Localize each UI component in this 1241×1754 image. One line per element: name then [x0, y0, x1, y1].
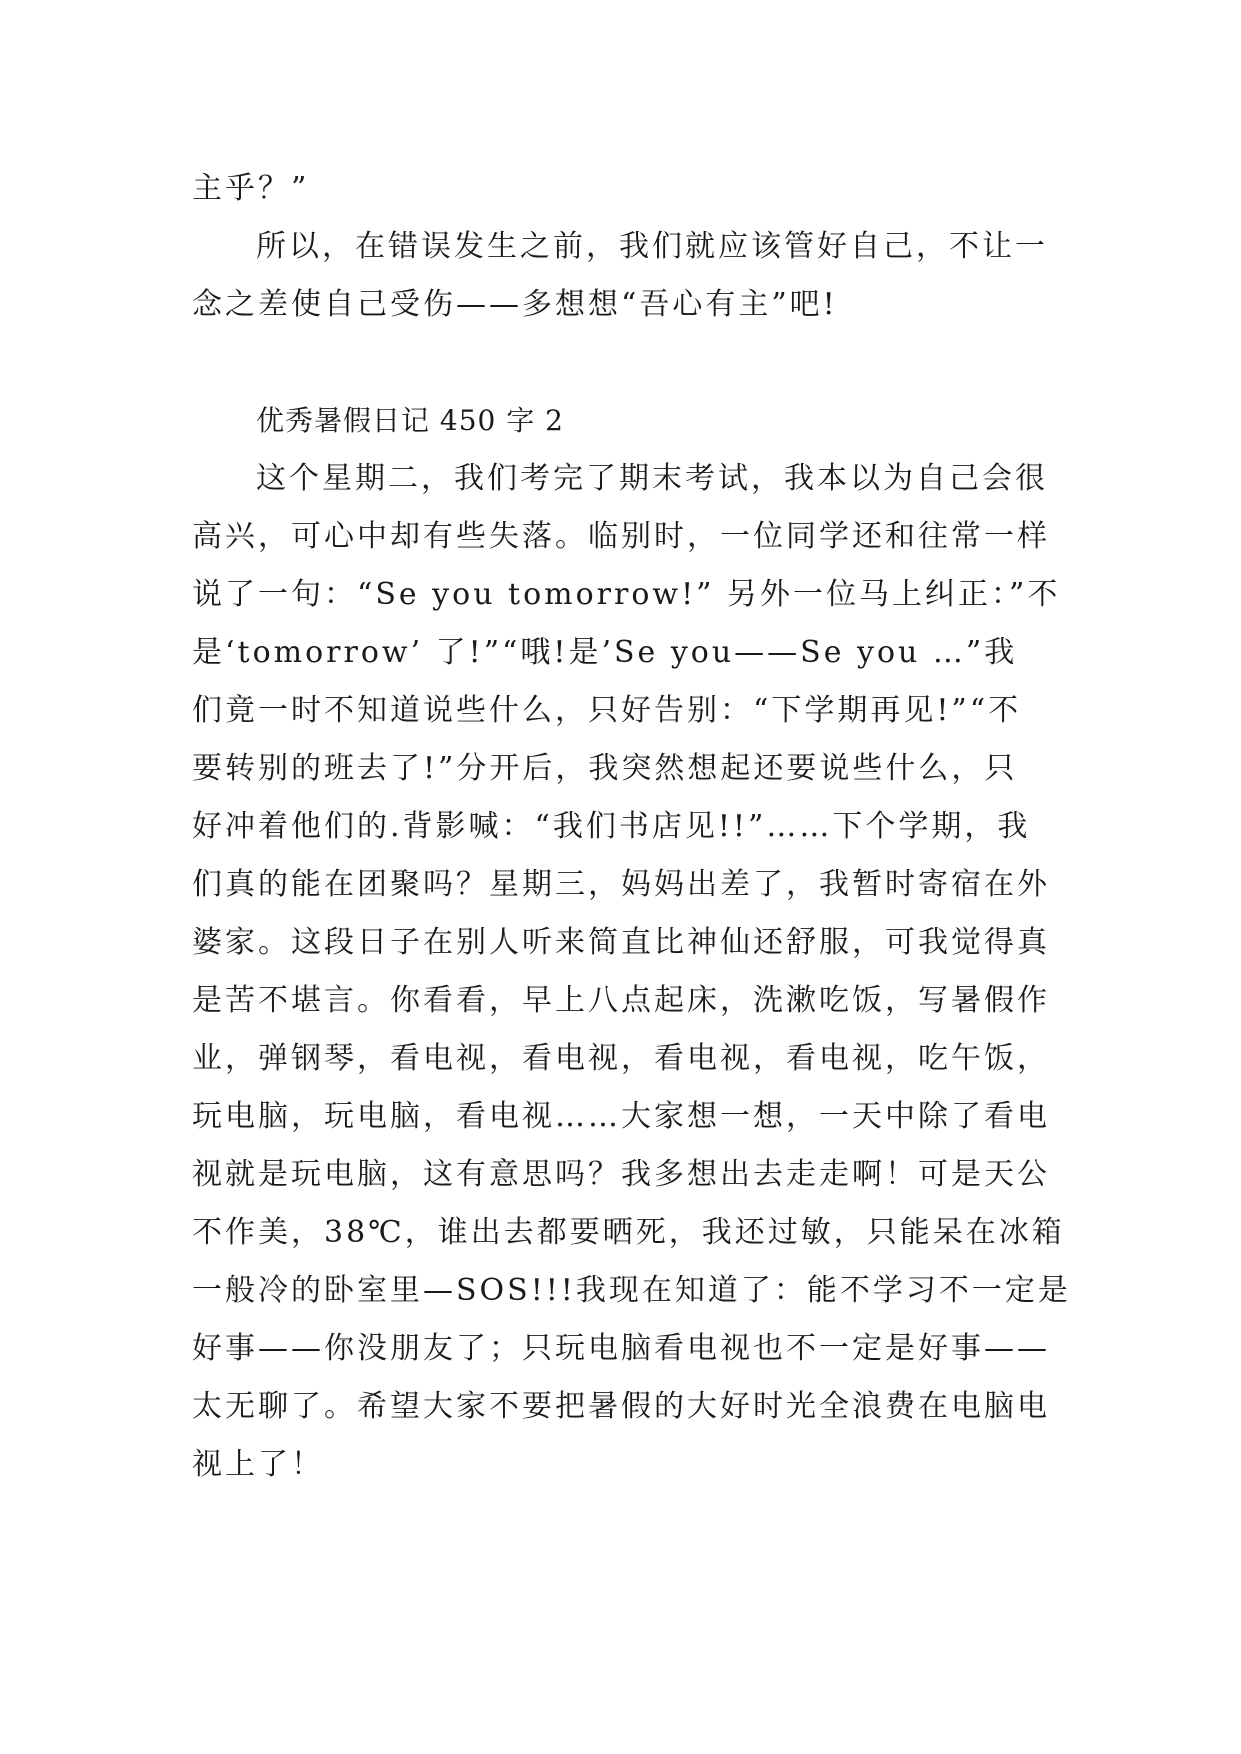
- body-line: 这个星期二，我们考完了期末考试，我本以为自己会很: [256, 461, 1048, 496]
- body-line: 视就是玩电脑，这有意思吗？我多想出去走走啊！可是天公: [192, 1157, 1050, 1192]
- body-line: 好事——你没朋友了；只玩电脑看电视也不一定是好事——: [192, 1331, 1050, 1366]
- body-line: 说了一句：“Se you tomorrow!” 另外一位马上纠正：”不: [192, 577, 1061, 612]
- body-line: 是‘tomorrow’ 了!”“哦!是’Se you——Se you …”我: [192, 635, 1018, 670]
- section-title: 优秀暑假日记 450 字 2: [256, 404, 564, 437]
- intro-line: 念之差使自己受伤——多想想“吾心有主”吧!: [192, 287, 838, 322]
- intro-line: 主乎？”: [192, 171, 310, 206]
- document-content: [192, 160, 1071, 1494]
- body-line: 高兴，可心中却有些失落。临别时，一位同学还和往常一样: [192, 519, 1050, 554]
- body-line: 太无聊了。希望大家不要把暑假的大好时光全浪费在电脑电: [192, 1389, 1050, 1424]
- body-line: 视上了！: [192, 1447, 324, 1482]
- body-line: 一般冷的卧室里—SOS!!!我现在知道了：能不学习不一定是: [192, 1273, 1071, 1308]
- body-line: 要转别的班去了!”分开后，我突然想起还要说些什么，只: [192, 751, 1018, 786]
- body-line: 玩电脑，玩电脑，看电视……大家想一想，一天中除了看电: [192, 1099, 1050, 1134]
- intro-line: 所以，在错误发生之前，我们就应该管好自己，不让一: [256, 229, 1048, 264]
- body-line: 们真的能在团聚吗？星期三，妈妈出差了，我暂时寄宿在外: [192, 867, 1050, 902]
- section-gap: [192, 334, 1062, 392]
- body-line: 不作美，38℃，谁出去都要晒死，我还过敏，只能呆在冰箱: [192, 1215, 1065, 1250]
- body-line: 是苦不堪言。你看看，早上八点起床，洗漱吃饭，写暑假作: [192, 983, 1050, 1018]
- body-line: 们竟一时不知道说些什么，只好告别：“下学期再见!”“不: [192, 693, 1022, 728]
- body-line: 业，弹钢琴，看电视，看电视，看电视，看电视，吃午饭，: [192, 1041, 1050, 1076]
- body-line: 好冲着他们的.背影喊：“我们书店见!!”……下个学期，我: [192, 809, 1031, 844]
- body-line: 婆家。这段日子在别人听来简直比神仙还舒服，可我觉得真: [192, 925, 1050, 960]
